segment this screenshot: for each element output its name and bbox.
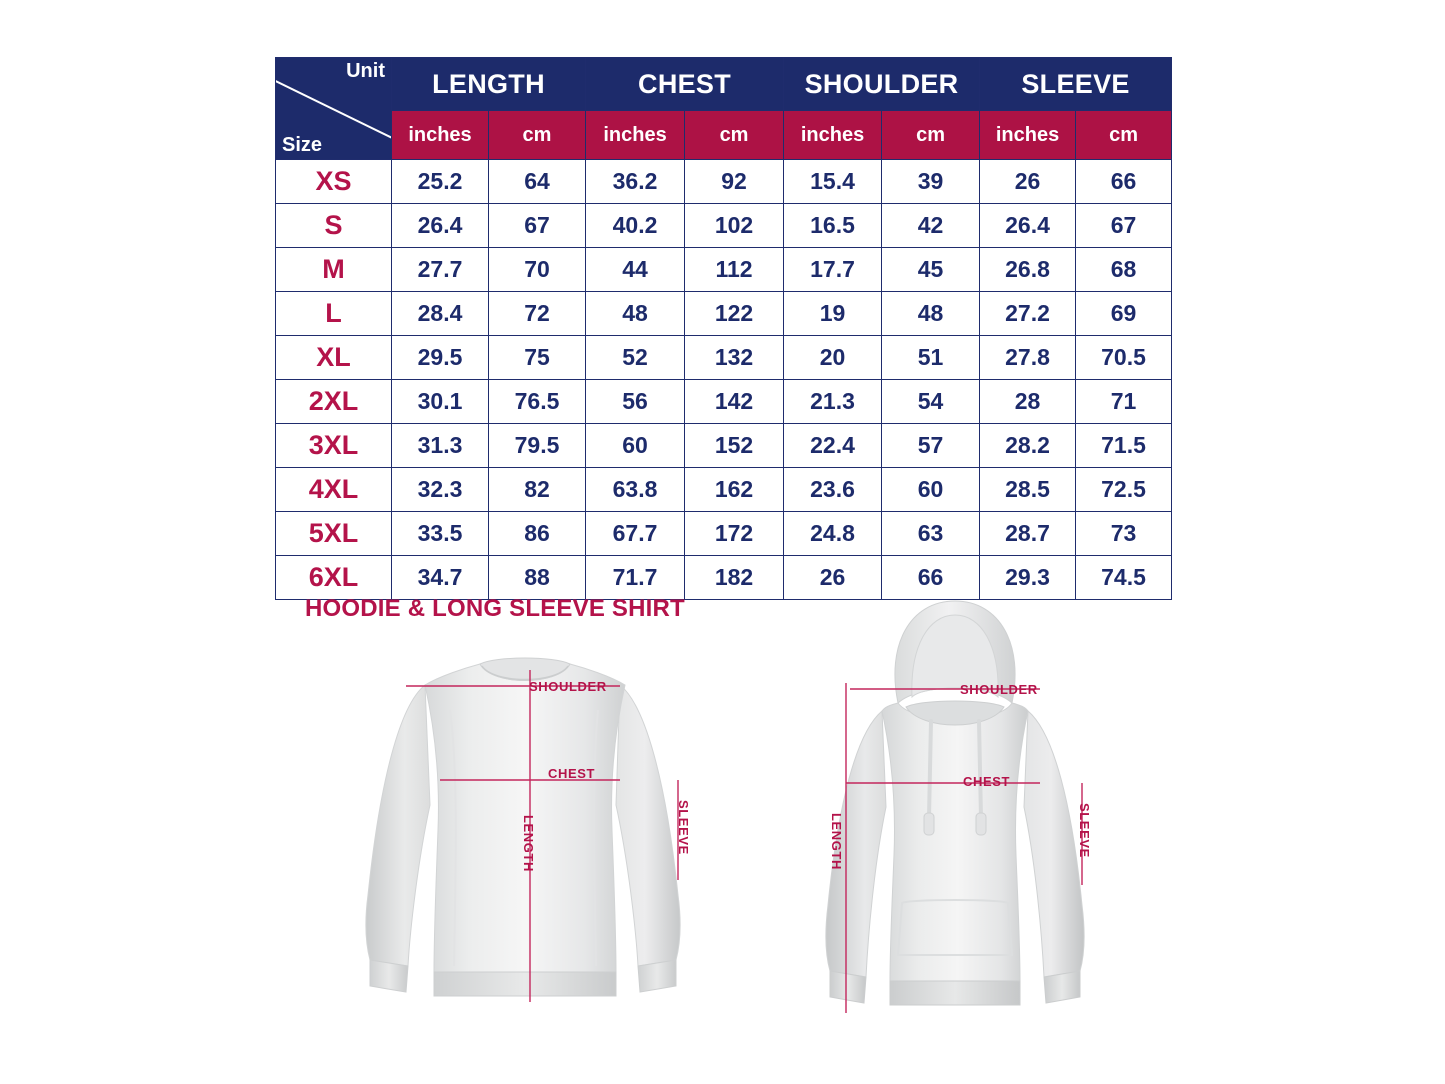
- corner-unit-label: Unit: [346, 60, 385, 82]
- cell-length-cm: 82: [489, 468, 586, 512]
- cell-sleeve-cm: 72.5: [1076, 468, 1172, 512]
- size-chart-table-container: [275, 57, 1171, 600]
- cell-sleeve-inches: 26: [980, 160, 1076, 204]
- table-group-header-row: [276, 58, 1172, 111]
- table-row: [276, 468, 1172, 512]
- cell-sleeve-cm: 71: [1076, 380, 1172, 424]
- hoodie-length-label: LENGTH: [829, 813, 844, 871]
- cell-chest-cm: 112: [685, 248, 784, 292]
- table-row: [276, 248, 1172, 292]
- cell-shoulder-inches: 20: [784, 336, 882, 380]
- right-sleeve: [1024, 711, 1084, 977]
- corner-diagonal-box: [276, 58, 391, 159]
- cell-length-cm: 86: [489, 512, 586, 556]
- cell-length-cm: 67: [489, 204, 586, 248]
- table-row: [276, 380, 1172, 424]
- group-header-chest: CHEST: [586, 58, 784, 111]
- group-header-length: LENGTH: [392, 58, 586, 111]
- size-label: 3XL: [276, 424, 392, 468]
- table-row: [276, 160, 1172, 204]
- cell-length-cm: 64: [489, 160, 586, 204]
- cell-chest-cm: 172: [685, 512, 784, 556]
- unit-header-shoulder-cm: cm: [882, 111, 980, 160]
- cell-chest-inches: 36.2: [586, 160, 685, 204]
- cell-shoulder-cm: 39: [882, 160, 980, 204]
- cell-sleeve-inches: 28.7: [980, 512, 1076, 556]
- size-label: 6XL: [276, 556, 392, 600]
- size-label: 5XL: [276, 512, 392, 556]
- corner-unit-size-cell: [276, 58, 392, 160]
- sweatshirt-shoulder-label: SHOULDER: [529, 679, 607, 694]
- right-cuff: [1044, 971, 1080, 1003]
- cell-sleeve-inches: 29.3: [980, 556, 1076, 600]
- cell-shoulder-inches: 21.3: [784, 380, 882, 424]
- cell-shoulder-cm: 45: [882, 248, 980, 292]
- cell-shoulder-inches: 23.6: [784, 468, 882, 512]
- cell-sleeve-cm: 68: [1076, 248, 1172, 292]
- waist-hem: [890, 981, 1020, 1005]
- unit-header-length-cm: cm: [489, 111, 586, 160]
- table-row: [276, 292, 1172, 336]
- left-aglet: [924, 813, 934, 835]
- size-label: XS: [276, 160, 392, 204]
- cell-shoulder-inches: 19: [784, 292, 882, 336]
- cell-shoulder-inches: 17.7: [784, 248, 882, 292]
- cell-shoulder-inches: 24.8: [784, 512, 882, 556]
- cell-shoulder-inches: 15.4: [784, 160, 882, 204]
- cell-sleeve-cm: 69: [1076, 292, 1172, 336]
- cell-chest-inches: 48: [586, 292, 685, 336]
- table-row: [276, 512, 1172, 556]
- cell-length-cm: 79.5: [489, 424, 586, 468]
- cell-shoulder-inches: 26: [784, 556, 882, 600]
- cell-shoulder-cm: 42: [882, 204, 980, 248]
- cell-sleeve-cm: 66: [1076, 160, 1172, 204]
- hoodie-shoulder-label: SHOULDER: [960, 682, 1038, 697]
- cell-sleeve-cm: 74.5: [1076, 556, 1172, 600]
- size-label: 4XL: [276, 468, 392, 512]
- cell-chest-cm: 162: [685, 468, 784, 512]
- cell-chest-inches: 60: [586, 424, 685, 468]
- cell-chest-inches: 52: [586, 336, 685, 380]
- unit-header-chest-cm: cm: [685, 111, 784, 160]
- hoodie-body: [882, 703, 1028, 981]
- cell-chest-inches: 63.8: [586, 468, 685, 512]
- cell-shoulder-inches: 16.5: [784, 204, 882, 248]
- cell-length-inches: 26.4: [392, 204, 489, 248]
- left-drawstring: [929, 721, 931, 817]
- cell-chest-cm: 122: [685, 292, 784, 336]
- cell-chest-cm: 182: [685, 556, 784, 600]
- cell-length-inches: 31.3: [392, 424, 489, 468]
- cell-length-inches: 33.5: [392, 512, 489, 556]
- hoodie-sleeve-label: SLEEVE: [1077, 803, 1092, 858]
- cell-length-inches: 30.1: [392, 380, 489, 424]
- cell-sleeve-cm: 67: [1076, 204, 1172, 248]
- sweatshirt-sleeve-label: SLEEVE: [676, 800, 691, 855]
- cell-chest-inches: 40.2: [586, 204, 685, 248]
- cell-shoulder-cm: 48: [882, 292, 980, 336]
- size-label: 2XL: [276, 380, 392, 424]
- cell-chest-inches: 67.7: [586, 512, 685, 556]
- cell-length-inches: 25.2: [392, 160, 489, 204]
- cell-chest-inches: 44: [586, 248, 685, 292]
- right-cuff: [638, 960, 676, 992]
- size-chart-table: [275, 57, 1172, 600]
- right-aglet: [976, 813, 986, 835]
- hoodie-illustration: [790, 585, 1120, 1030]
- right-sleeve: [616, 685, 680, 966]
- cell-chest-cm: 102: [685, 204, 784, 248]
- cell-length-inches: 28.4: [392, 292, 489, 336]
- unit-header-chest-inches: inches: [586, 111, 685, 160]
- cell-shoulder-cm: 57: [882, 424, 980, 468]
- cell-length-inches: 29.5: [392, 336, 489, 380]
- cell-chest-inches: 56: [586, 380, 685, 424]
- cell-sleeve-inches: 26.4: [980, 204, 1076, 248]
- cell-length-cm: 72: [489, 292, 586, 336]
- unit-header-sleeve-cm: cm: [1076, 111, 1172, 160]
- cell-sleeve-inches: 26.8: [980, 248, 1076, 292]
- sweatshirt-chest-label: CHEST: [548, 766, 596, 781]
- cell-length-cm: 76.5: [489, 380, 586, 424]
- cell-sleeve-inches: 28.5: [980, 468, 1076, 512]
- cell-sleeve-inches: 28.2: [980, 424, 1076, 468]
- table-row: [276, 424, 1172, 468]
- right-drawstring: [979, 721, 981, 817]
- waist-hem: [434, 972, 616, 996]
- cell-sleeve-inches: 28: [980, 380, 1076, 424]
- group-header-shoulder: SHOULDER: [784, 58, 980, 111]
- cell-sleeve-inches: 27.2: [980, 292, 1076, 336]
- table-unit-header-row: [276, 111, 1172, 160]
- diagram-title: HOODIE & LONG SLEEVE SHIRT: [305, 595, 685, 622]
- cell-shoulder-cm: 51: [882, 336, 980, 380]
- table-row: [276, 336, 1172, 380]
- cell-length-cm: 70: [489, 248, 586, 292]
- cell-shoulder-cm: 60: [882, 468, 980, 512]
- sweatshirt-length-label: LENGTH: [521, 815, 536, 873]
- cell-chest-cm: 132: [685, 336, 784, 380]
- cell-sleeve-cm: 73: [1076, 512, 1172, 556]
- cell-shoulder-cm: 54: [882, 380, 980, 424]
- cell-chest-cm: 92: [685, 160, 784, 204]
- hoodie-chest-label: CHEST: [963, 774, 1011, 789]
- cell-shoulder-cm: 66: [882, 556, 980, 600]
- cell-length-cm: 75: [489, 336, 586, 380]
- size-label: XL: [276, 336, 392, 380]
- left-cuff: [370, 960, 408, 992]
- cell-length-inches: 27.7: [392, 248, 489, 292]
- size-label: S: [276, 204, 392, 248]
- left-sleeve: [366, 685, 430, 966]
- corner-size-label: Size: [282, 134, 323, 156]
- size-label: M: [276, 248, 392, 292]
- cell-chest-cm: 152: [685, 424, 784, 468]
- group-header-sleeve: SLEEVE: [980, 58, 1172, 111]
- cell-sleeve-inches: 27.8: [980, 336, 1076, 380]
- cell-length-inches: 34.7: [392, 556, 489, 600]
- cell-length-cm: 88: [489, 556, 586, 600]
- size-label: L: [276, 292, 392, 336]
- cell-shoulder-inches: 22.4: [784, 424, 882, 468]
- table-row: [276, 204, 1172, 248]
- unit-header-shoulder-inches: inches: [784, 111, 882, 160]
- unit-header-sleeve-inches: inches: [980, 111, 1076, 160]
- unit-header-length-inches: inches: [392, 111, 489, 160]
- cell-chest-inches: 71.7: [586, 556, 685, 600]
- left-cuff: [830, 971, 866, 1003]
- cell-sleeve-cm: 71.5: [1076, 424, 1172, 468]
- cell-sleeve-cm: 70.5: [1076, 336, 1172, 380]
- cell-chest-cm: 142: [685, 380, 784, 424]
- cell-shoulder-cm: 63: [882, 512, 980, 556]
- diagonal-divider-line: [276, 79, 391, 140]
- cell-length-inches: 32.3: [392, 468, 489, 512]
